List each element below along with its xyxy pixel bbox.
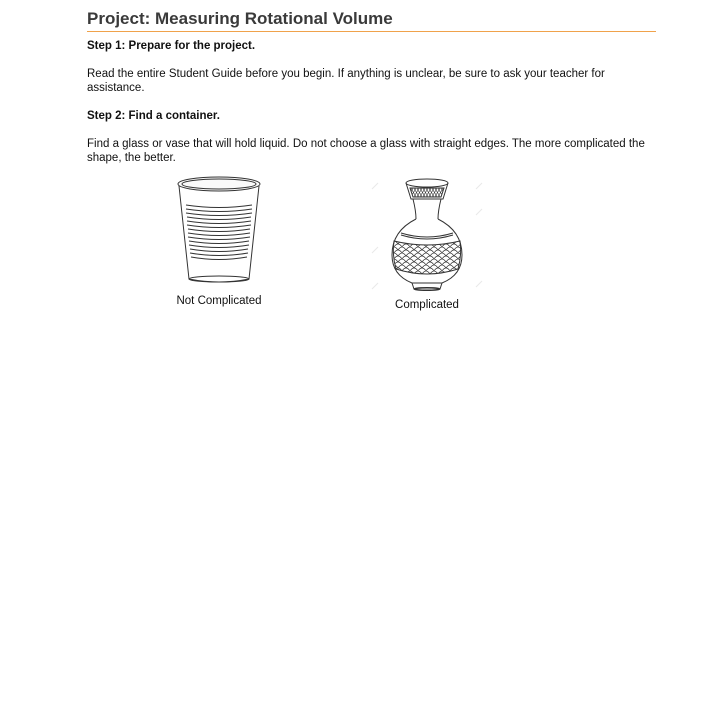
figure-complicated: [370, 175, 484, 311]
figure-not-complicated: [162, 175, 276, 307]
figure-row: [87, 175, 656, 325]
step2-text: Find a glass or vase that will hold liquid. Do not choose a glass with straight edges. The more complicated the shape, the better.: [87, 138, 645, 164]
step2-heading: Step 2: Find a container.: [87, 110, 220, 122]
document-page: [87, 8, 656, 325]
page-title: Project: Measuring Rotational Volume: [87, 8, 656, 32]
step1-heading: Step 1: Prepare for the project.: [87, 40, 256, 52]
caption-not-complicated: Not Complicated: [176, 295, 262, 307]
vase-icon: [370, 175, 484, 291]
caption-complicated: Complicated: [395, 299, 459, 311]
step1-text: Read the entire Student Guide before you begin. If anything is unclear, be sure to ask your teacher for assistance.: [87, 68, 605, 94]
plastic-cup-icon: [176, 175, 262, 287]
